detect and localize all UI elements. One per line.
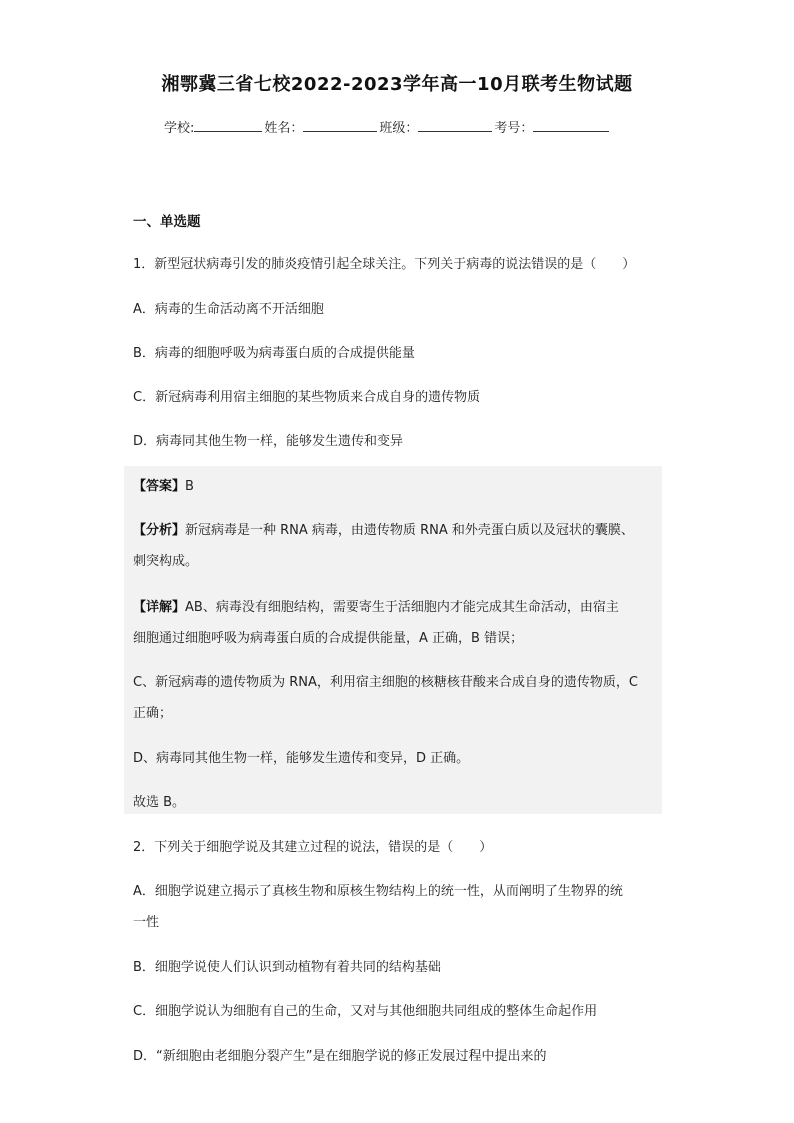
student-info-line	[164, 117, 611, 136]
q1-detail-line-1	[133, 596, 619, 615]
exam-no-label: 考号：	[494, 121, 534, 136]
class-blank	[418, 119, 492, 132]
q2-option-a-line-1: A．细胞学说建立揭示了真核生物和原核生物结构上的统一性，从而阐明了生物界的统	[133, 884, 623, 899]
answer-value: B	[185, 479, 194, 494]
class-label: 班级：	[379, 121, 419, 136]
exam-no-blank	[533, 119, 609, 132]
q1-option-d: D．病毒同其他生物一样，能够发生遗传和变异	[133, 434, 404, 449]
q1-detail-line-3: C、新冠病毒的遗传物质为 RNA，利用宿主细胞的核糖核苷酸来合成自身的遗传物质，C	[133, 675, 638, 690]
section-heading: 一、单选题	[133, 214, 201, 230]
q1-conclusion: 故选 B。	[133, 795, 186, 810]
name-blank	[303, 119, 377, 132]
school-blank	[194, 119, 262, 132]
q2-option-b: B．细胞学说使人们认识到动植物有着共同的结构基础	[133, 960, 441, 975]
q1-option-a: A．病毒的生命活动离不开活细胞	[133, 302, 324, 317]
analysis-text: 新冠病毒是一种 RNA 病毒，由遗传物质 RNA 和外壳蛋白质以及冠状的囊膜、	[185, 523, 634, 538]
q1-detail-line-5: D、病毒同其他生物一样，能够发生遗传和变异，D 正确。	[133, 751, 470, 766]
page-title: 湘鄂冀三省七校2022-2023学年高一10月联考生物试题	[161, 74, 633, 95]
q2-option-c: C．细胞学说认为细胞有自己的生命，又对与其他细胞共同组成的整体生命起作用	[133, 1004, 598, 1019]
detail-tag: 【详解】	[133, 600, 186, 615]
q1-option-c: C．新冠病毒利用宿主细胞的某些物质来合成自身的遗传物质	[133, 390, 481, 405]
q1-stem: 1．新型冠状病毒引发的肺炎疫情引起全球关注。下列关于病毒的说法错误的是（ ）	[133, 257, 636, 272]
answer-tag: 【答案】	[133, 479, 186, 494]
q2-stem: 2．下列关于细胞学说及其建立过程的说法，错误的是（ ）	[133, 840, 493, 855]
q1-option-b: B．病毒的细胞呼吸为病毒蛋白质的合成提供能量	[133, 346, 415, 361]
q1-analysis-line-1	[133, 519, 634, 538]
q2-option-a-line-2: 一性	[133, 915, 160, 930]
school-label: 学校:	[164, 121, 195, 136]
q1-detail-line-2: 细胞通过细胞呼吸为病毒蛋白质的合成提供能量，A 正确，B 错误；	[133, 631, 524, 646]
name-label: 姓名：	[264, 121, 304, 136]
detail-text: AB、病毒没有细胞结构，需要寄生于活细胞内才能完成其生命活动，由宿主	[185, 600, 619, 615]
q1-analysis-line-2: 刺突构成。	[133, 554, 199, 569]
q2-option-d: D．“新细胞由老细胞分裂产生”是在细胞学说的修正发展过程中提出来的	[133, 1049, 547, 1064]
analysis-tag: 【分析】	[133, 523, 186, 538]
q1-answer	[133, 475, 194, 494]
q1-detail-line-4: 正确；	[133, 706, 173, 721]
